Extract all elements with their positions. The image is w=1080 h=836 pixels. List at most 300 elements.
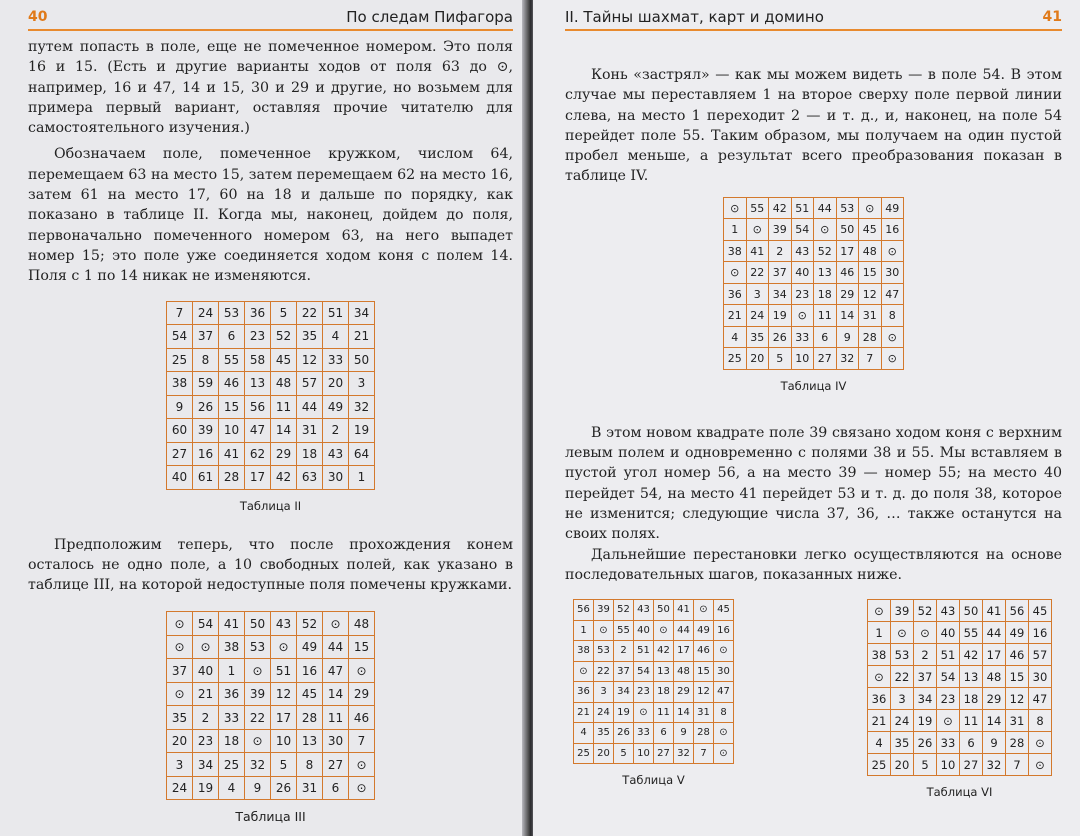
table-cell: ⊙ xyxy=(714,723,734,744)
table-cell: 33 xyxy=(323,348,349,372)
table-3 xyxy=(166,611,375,800)
table-cell: 50 xyxy=(836,219,859,241)
table-cell: 27 xyxy=(654,743,674,764)
table-cell: 6 xyxy=(323,776,349,800)
paragraph: Конь «застрял» — как мы можем видеть — в поле 54. В этом случае мы переставляем 1 на второе сверху поле первой линии слева, на место 1 переходит 2 — и т. д., и, наконец, на поле 54 перейдет поле 55. Таким образом, мы получаем на один пустой пробел меньше, а результат всего преобразования показан в таблице IV. xyxy=(565,67,1062,185)
table-cell: 10 xyxy=(937,754,960,776)
table-cell: ⊙ xyxy=(323,612,349,636)
table-cell: 29 xyxy=(983,688,1006,710)
table-cell: 1 xyxy=(868,622,891,644)
table-row xyxy=(167,442,375,466)
table-cell: 9 xyxy=(836,326,859,348)
table-cell: 56 xyxy=(245,395,271,419)
table-cell: 32 xyxy=(983,754,1006,776)
table-cell: 22 xyxy=(245,706,271,730)
table-cell: 4 xyxy=(219,776,245,800)
table-cell: 2 xyxy=(914,644,937,666)
table-cell: 55 xyxy=(614,620,634,641)
table-row xyxy=(574,702,734,723)
table-2-block xyxy=(28,301,513,513)
table-cell: 16 xyxy=(297,659,323,683)
table-row xyxy=(724,240,904,262)
table-row xyxy=(167,301,375,325)
table-cell: 29 xyxy=(836,283,859,305)
table-cell: 22 xyxy=(746,262,769,284)
table-cell: 49 xyxy=(297,635,323,659)
table-cell: 46 xyxy=(836,262,859,284)
table-row xyxy=(167,325,375,349)
table-cell: 15 xyxy=(349,635,375,659)
table-row xyxy=(167,372,375,396)
table-cell: 8 xyxy=(193,348,219,372)
table-cell: 18 xyxy=(219,729,245,753)
table-cell: ⊙ xyxy=(868,600,891,622)
table-cell: 39 xyxy=(245,682,271,706)
table-cell: 49 xyxy=(323,395,349,419)
table-cell: ⊙ xyxy=(167,635,193,659)
table-cell: 41 xyxy=(219,612,245,636)
table-cell: 11 xyxy=(271,395,297,419)
table-cell: 55 xyxy=(219,348,245,372)
table-cell: 20 xyxy=(167,729,193,753)
table-cell: 49 xyxy=(694,620,714,641)
table-cell: 45 xyxy=(297,682,323,706)
table-cell: ⊙ xyxy=(914,622,937,644)
table-row xyxy=(868,666,1052,688)
table-cell: ⊙ xyxy=(654,620,674,641)
table-cell: 20 xyxy=(746,348,769,370)
table-cell: 38 xyxy=(868,644,891,666)
table-cell: 51 xyxy=(791,197,814,219)
paragraph: В этом новом квадрате поле 39 связано ходом коня с верхним левым полем и одновременно с полями 38 и 55. Мы вставляем в пустой угол номер 56, а на место 39 — номер 55; на место 40 перейдет 54, на место 41 перейдет 53 и т. д. до поля 38, которое не изменится; следующие числа 37, 36, … также останутся на своих полях. xyxy=(565,424,1062,543)
table-cell: 19 xyxy=(193,776,219,800)
table-cell: 33 xyxy=(219,706,245,730)
table-cell: 27 xyxy=(323,753,349,777)
table-row xyxy=(574,661,734,682)
table-row xyxy=(724,348,904,370)
table-cell: ⊙ xyxy=(1029,754,1052,776)
table-cell: 11 xyxy=(323,706,349,730)
table-cell: 41 xyxy=(674,600,694,621)
table-cell: 41 xyxy=(746,240,769,262)
table-cell: 44 xyxy=(297,395,323,419)
table-cell: 23 xyxy=(245,325,271,349)
table-cell: 54 xyxy=(634,661,654,682)
table-cell: 51 xyxy=(271,659,297,683)
table-cell: 9 xyxy=(167,395,193,419)
table-cell: 15 xyxy=(694,661,714,682)
table-cell: ⊙ xyxy=(891,622,914,644)
table-cell: 19 xyxy=(769,305,792,327)
table-row xyxy=(868,754,1052,776)
table-cell: 62 xyxy=(245,442,271,466)
table-4 xyxy=(723,197,904,370)
table-cell: 40 xyxy=(791,262,814,284)
table-cell: 47 xyxy=(881,283,904,305)
table-cell: ⊙ xyxy=(245,659,271,683)
table-cell: 48 xyxy=(271,372,297,396)
table-cell: 29 xyxy=(349,682,375,706)
table-cell: 28 xyxy=(859,326,882,348)
table-cell: 10 xyxy=(271,729,297,753)
table-cell: 54 xyxy=(167,325,193,349)
table-cell: 11 xyxy=(814,305,837,327)
table-cell: 12 xyxy=(859,283,882,305)
table-cell: 13 xyxy=(960,666,983,688)
table-cell: 47 xyxy=(245,419,271,443)
left-page xyxy=(0,0,527,836)
paragraph: Обозначаем поле, помеченное кружком, числом 64, перемещаем 63 на место 15, затем перемещаем 62 на место 16, затем 61 на место 17, 60 на 18 и дальше по порядку, как показано в таблице II. Когда мы, наконец, дойдем до поля, первоначально помеченного номером 63, на него выпадет номер 15; это поле уже соединяется ходом коня с полем 14. Поля с 1 по 14 никак не изменяются. xyxy=(28,146,513,285)
table-cell: 34 xyxy=(914,688,937,710)
table-cell: 42 xyxy=(769,197,792,219)
tables-5-6-row xyxy=(565,599,1062,799)
table-5-block xyxy=(573,599,734,799)
table-cell: 8 xyxy=(881,305,904,327)
table-cell: 3 xyxy=(594,682,614,703)
table-cell: 37 xyxy=(167,659,193,683)
table-cell: 53 xyxy=(836,197,859,219)
table-cell: 6 xyxy=(814,326,837,348)
table-row xyxy=(868,644,1052,666)
table-cell: 52 xyxy=(271,325,297,349)
table-cell: 36 xyxy=(245,301,271,325)
table-cell: 8 xyxy=(297,753,323,777)
table-cell: 35 xyxy=(167,706,193,730)
table-cell: 1 xyxy=(349,466,375,490)
table-cell: 44 xyxy=(814,197,837,219)
table-cell: 19 xyxy=(349,419,375,443)
table-cell: 8 xyxy=(714,702,734,723)
table-cell: 9 xyxy=(983,732,1006,754)
table-cell: 44 xyxy=(674,620,694,641)
table-cell: 24 xyxy=(193,301,219,325)
table-cell: 26 xyxy=(914,732,937,754)
table-cell: 37 xyxy=(769,262,792,284)
table-cell: 3 xyxy=(746,283,769,305)
table-cell: ⊙ xyxy=(714,743,734,764)
table-cell: ⊙ xyxy=(634,702,654,723)
table-row xyxy=(167,729,375,753)
table-cell: 36 xyxy=(868,688,891,710)
table-cell: 34 xyxy=(614,682,634,703)
table-cell: 26 xyxy=(769,326,792,348)
table-cell: ⊙ xyxy=(1029,732,1052,754)
table-cell: 22 xyxy=(891,666,914,688)
table-row xyxy=(724,262,904,284)
table-cell: 43 xyxy=(937,600,960,622)
table-cell: 17 xyxy=(245,466,271,490)
table-cell: 46 xyxy=(219,372,245,396)
table-cell: 31 xyxy=(297,419,323,443)
right-running-head xyxy=(565,8,1062,31)
paragraph: Предположим теперь, что после прохождения конем осталось не одно поле, а 10 свободных полей, как указано в таблице III, на которой недоступные поля помечены кружками. xyxy=(28,536,513,594)
table-cell: 32 xyxy=(674,743,694,764)
table-cell: ⊙ xyxy=(245,729,271,753)
table-cell: 6 xyxy=(654,723,674,744)
table-cell: 10 xyxy=(219,419,245,443)
table-cell: 63 xyxy=(297,466,323,490)
table-cell: 21 xyxy=(868,710,891,732)
table-row xyxy=(724,283,904,305)
table-row xyxy=(724,197,904,219)
table-cell: 16 xyxy=(1029,622,1052,644)
table-cell: 27 xyxy=(814,348,837,370)
table-cell: 22 xyxy=(594,661,614,682)
table-cell: 39 xyxy=(891,600,914,622)
table-cell: 56 xyxy=(1006,600,1029,622)
table-cell: 3 xyxy=(891,688,914,710)
table-cell: 34 xyxy=(769,283,792,305)
table-cell: 13 xyxy=(245,372,271,396)
table-cell: 8 xyxy=(1029,710,1052,732)
table-cell: 25 xyxy=(574,743,594,764)
table-row xyxy=(868,688,1052,710)
table-row xyxy=(574,743,734,764)
table-cell: 17 xyxy=(836,240,859,262)
table-cell: 36 xyxy=(574,682,594,703)
table-cell: 15 xyxy=(1006,666,1029,688)
table-cell: 58 xyxy=(245,348,271,372)
table-cell: 35 xyxy=(594,723,614,744)
table-cell: 50 xyxy=(960,600,983,622)
table-row xyxy=(574,641,734,662)
table-cell: 45 xyxy=(859,219,882,241)
table-cell: 56 xyxy=(574,600,594,621)
table-cell: 54 xyxy=(791,219,814,241)
table-cell: 53 xyxy=(245,635,271,659)
table-row xyxy=(724,326,904,348)
table-cell: 61 xyxy=(193,466,219,490)
table-row xyxy=(167,706,375,730)
table-cell: 7 xyxy=(1006,754,1029,776)
table-cell: 49 xyxy=(881,197,904,219)
table-cell: 51 xyxy=(634,641,654,662)
table-cell: 17 xyxy=(271,706,297,730)
table-cell: 30 xyxy=(323,729,349,753)
table-cell: 16 xyxy=(714,620,734,641)
table-cell: ⊙ xyxy=(859,197,882,219)
table-cell: 54 xyxy=(193,612,219,636)
table-cell: 16 xyxy=(193,442,219,466)
table-cell: 4 xyxy=(724,326,747,348)
table-cell: 30 xyxy=(881,262,904,284)
table-cell: 42 xyxy=(271,466,297,490)
table-cell: ⊙ xyxy=(594,620,614,641)
table-2-caption: Таблица II xyxy=(239,498,302,513)
table-row xyxy=(868,600,1052,622)
table-cell: 5 xyxy=(914,754,937,776)
table-cell: 1 xyxy=(724,219,747,241)
table-2 xyxy=(166,301,375,490)
table-cell: 14 xyxy=(983,710,1006,732)
table-cell: 12 xyxy=(271,682,297,706)
table-cell: 23 xyxy=(937,688,960,710)
table-cell: 11 xyxy=(960,710,983,732)
table-row xyxy=(574,620,734,641)
table-cell: 32 xyxy=(245,753,271,777)
table-row xyxy=(868,622,1052,644)
table-cell: 13 xyxy=(297,729,323,753)
table-cell: 64 xyxy=(349,442,375,466)
table-cell: 38 xyxy=(574,641,594,662)
table-cell: 15 xyxy=(859,262,882,284)
table-cell: 36 xyxy=(724,283,747,305)
table-cell: 30 xyxy=(323,466,349,490)
table-row xyxy=(167,776,375,800)
table-cell: ⊙ xyxy=(349,753,375,777)
table-cell: 10 xyxy=(634,743,654,764)
table-row xyxy=(167,395,375,419)
table-cell: 29 xyxy=(674,682,694,703)
table-cell: 32 xyxy=(349,395,375,419)
table-row xyxy=(724,305,904,327)
table-cell: 57 xyxy=(1029,644,1052,666)
table-cell: 23 xyxy=(791,283,814,305)
table-cell: 48 xyxy=(983,666,1006,688)
table-cell: 7 xyxy=(694,743,714,764)
table-cell: 28 xyxy=(694,723,714,744)
table-cell: ⊙ xyxy=(881,326,904,348)
table-cell: ⊙ xyxy=(937,710,960,732)
table-cell: 46 xyxy=(694,641,714,662)
table-cell: 20 xyxy=(594,743,614,764)
table-cell: 7 xyxy=(859,348,882,370)
table-cell: 14 xyxy=(271,419,297,443)
table-cell: 11 xyxy=(654,702,674,723)
table-cell: 43 xyxy=(634,600,654,621)
table-cell: 38 xyxy=(219,635,245,659)
table-cell: 31 xyxy=(297,776,323,800)
table-cell: 53 xyxy=(891,644,914,666)
table-cell: 28 xyxy=(219,466,245,490)
table-cell: ⊙ xyxy=(791,305,814,327)
table-cell: 22 xyxy=(297,301,323,325)
table-cell: 40 xyxy=(167,466,193,490)
table-6 xyxy=(867,599,1052,776)
table-cell: 51 xyxy=(937,644,960,666)
table-cell: ⊙ xyxy=(724,197,747,219)
table-cell: ⊙ xyxy=(694,600,714,621)
table-cell: 13 xyxy=(814,262,837,284)
table-cell: ⊙ xyxy=(724,262,747,284)
paragraph: Дальнейшие перестановки легко осуществляются на основе последовательных шагов, показанных ниже. xyxy=(565,546,1062,583)
table-cell: 24 xyxy=(594,702,614,723)
table-cell: 48 xyxy=(349,612,375,636)
table-cell: 28 xyxy=(1006,732,1029,754)
table-cell: 5 xyxy=(271,301,297,325)
table-3-block xyxy=(28,611,513,824)
table-cell: 47 xyxy=(323,659,349,683)
table-cell: 51 xyxy=(323,301,349,325)
table-cell: 21 xyxy=(574,702,594,723)
table-cell: 3 xyxy=(167,753,193,777)
table-row xyxy=(868,732,1052,754)
table-cell: 50 xyxy=(245,612,271,636)
table-cell: 40 xyxy=(634,620,654,641)
table-cell: 9 xyxy=(674,723,694,744)
table-row xyxy=(574,723,734,744)
table-cell: 33 xyxy=(937,732,960,754)
table-cell: 52 xyxy=(297,612,323,636)
table-row xyxy=(167,635,375,659)
table-cell: 33 xyxy=(791,326,814,348)
table-cell: 6 xyxy=(219,325,245,349)
table-cell: 43 xyxy=(791,240,814,262)
table-cell: 4 xyxy=(323,325,349,349)
table-cell: 24 xyxy=(746,305,769,327)
table-cell: 43 xyxy=(271,612,297,636)
table-cell: 45 xyxy=(1029,600,1052,622)
table-4-caption: Таблица IV xyxy=(780,378,847,393)
table-cell: 15 xyxy=(219,395,245,419)
table-cell: 18 xyxy=(654,682,674,703)
table-cell: 31 xyxy=(1006,710,1029,732)
table-cell: 12 xyxy=(297,348,323,372)
table-cell: 50 xyxy=(654,600,674,621)
table-cell: ⊙ xyxy=(193,635,219,659)
table-cell: 48 xyxy=(859,240,882,262)
table-cell: 26 xyxy=(193,395,219,419)
table-cell: 14 xyxy=(674,702,694,723)
table-cell: 37 xyxy=(914,666,937,688)
table-cell: 37 xyxy=(614,661,634,682)
table-row xyxy=(167,753,375,777)
table-cell: 46 xyxy=(1006,644,1029,666)
table-row xyxy=(167,466,375,490)
table-cell: 10 xyxy=(791,348,814,370)
table-cell: 3 xyxy=(349,372,375,396)
table-cell: 4 xyxy=(868,732,891,754)
table-cell: 16 xyxy=(881,219,904,241)
table-row xyxy=(167,348,375,372)
table-cell: 24 xyxy=(891,710,914,732)
table-cell: 57 xyxy=(297,372,323,396)
table-5 xyxy=(573,599,734,764)
table-cell: 25 xyxy=(724,348,747,370)
table-cell: 44 xyxy=(323,635,349,659)
table-cell: 40 xyxy=(937,622,960,644)
table-cell: 1 xyxy=(574,620,594,641)
table-cell: 19 xyxy=(914,710,937,732)
table-cell: 2 xyxy=(323,419,349,443)
table-cell: 17 xyxy=(983,644,1006,666)
table-cell: 27 xyxy=(960,754,983,776)
table-6-block xyxy=(867,599,1052,799)
table-cell: 42 xyxy=(960,644,983,666)
table-cell: 5 xyxy=(769,348,792,370)
table-cell: 18 xyxy=(814,283,837,305)
table-cell: 26 xyxy=(271,776,297,800)
table-cell: 52 xyxy=(914,600,937,622)
table-cell: 31 xyxy=(859,305,882,327)
table-cell: 20 xyxy=(323,372,349,396)
table-cell: 25 xyxy=(868,754,891,776)
table-cell: 12 xyxy=(1006,688,1029,710)
table-cell: 34 xyxy=(193,753,219,777)
table-cell: 2 xyxy=(193,706,219,730)
right-page xyxy=(533,0,1080,836)
table-cell: ⊙ xyxy=(349,659,375,683)
table-cell: 31 xyxy=(694,702,714,723)
table-cell: 7 xyxy=(349,729,375,753)
table-cell: 35 xyxy=(746,326,769,348)
table-cell: ⊙ xyxy=(349,776,375,800)
table-cell: 50 xyxy=(349,348,375,372)
table-cell: 18 xyxy=(960,688,983,710)
table-cell: 36 xyxy=(219,682,245,706)
table-cell: 48 xyxy=(674,661,694,682)
table-cell: 41 xyxy=(219,442,245,466)
